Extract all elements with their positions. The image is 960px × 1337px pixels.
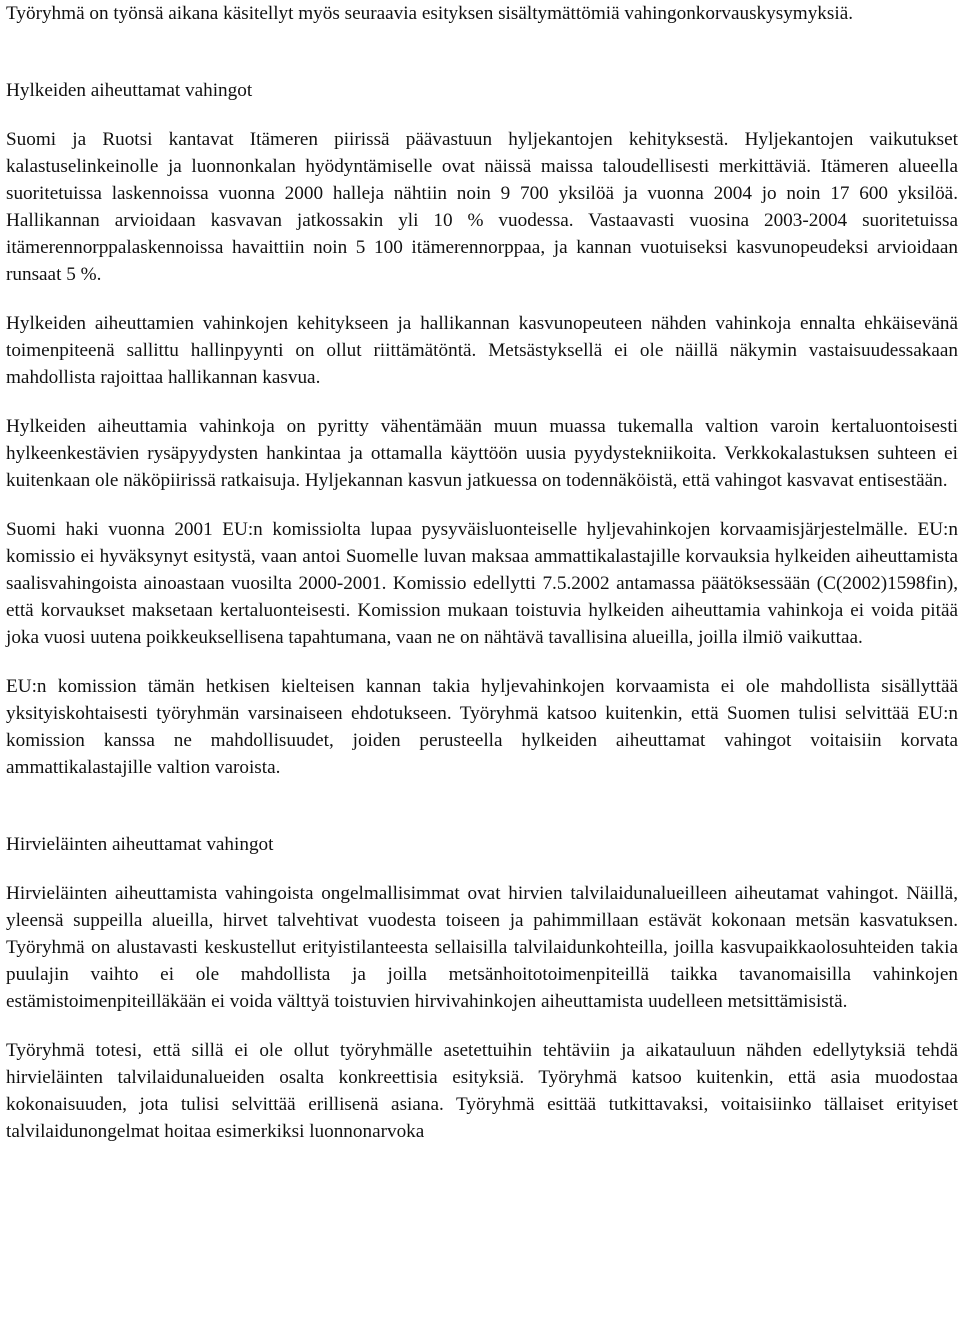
cervid-paragraph-2: Työryhmä totesi, että sillä ei ole ollut työryhmälle asetettuihin tehtäviin ja aikatauluun nähden edellytyksiä tehdä hirvieläinten talvilaidunalueiden osalta konkreettisia esityksiä. Työryhmä katsoo kuitenkin, että asia muodostaa kokonaisuuden, jota tulisi selvittää erillisenä asiana. Työryhmä esittää tutkittavaksi, voitaisiinko tällaiset erityiset talvilaidunongelmat hoitaa esimerkiksi luonnonarvoka	[6, 1040, 958, 1142]
seal-paragraph-3: Hylkeiden aiheuttamia vahinkoja on pyritty vähentämään muun muassa tukemalla valtion varoin kertaluontoisesti hylkeenkestävien rysäpyydysten hankintaa ja ottamalla käyttöön uusia pyydystekniikoita. Verkkokalastuksen suhteen ei kuitenkaan ole näköpiirissä ratkaisuja. Hyljekannan kasvun jatkuessa on todennäköistä, että vahingot kasvavat entisestään.	[6, 416, 958, 491]
seal-paragraph-2: Hylkeiden aiheuttamien vahinkojen kehitykseen ja hallikannan kasvunopeuteen nähden vahinkoja ennalta ehkäisevänä toimenpiteenä sallittu hallinpyynti on ollut riittämätöntä. Metsästyksellä ei ole näillä näkymin vastaisuudessakaan mahdollista rajoittaa hallikannan kasvua.	[6, 313, 958, 388]
seal-paragraph-4: Suomi haki vuonna 2001 EU:n komissiolta lupaa pysyväisluonteiselle hyljevahinkojen korvaamisjärjestelmälle. EU:n komissio ei hyväksynyt esitystä, vaan antoi Suomelle luvan maksaa ammattikalastajille korvauksia hylkeiden aiheuttamista saalisvahingoista ainoastaan vuosilta 2000-2001. Komissio edellytti 7.5.2002 antamassa päätöksessään (C(2002)1598fin), että korvaukset maksetaan kertaluonteisesti. Komission mukaan toistuvia hylkeiden aiheuttamia vahinkoja ei voida pitää joka vuosi uutena poikkeuksellisena tapahtumana, vaan ne on nähtävä tavallisina alueilla, joilla ilmiö vaikuttaa.	[6, 519, 958, 648]
document-page	[6, 0, 958, 1145]
intro-paragraph: Työryhmä on työnsä aikana käsitellyt myös seuraavia esityksen sisältymättömiä vahingonkorvauskysymyksiä.	[6, 3, 854, 24]
section-heading-seals: Hylkeiden aiheuttamat vahingot	[6, 80, 253, 101]
seal-paragraph-1: Suomi ja Ruotsi kantavat Itämeren piirissä päävastuun hyljekantojen kehityksestä. Hyljekantojen vaikutukset kalastuselinkeinolle ja luonnonkalan hyödyntämiselle ovat näissä maissa taloudellisesti merkittäviä. Itämeren alueella suoritetuissa laskennoissa vuonna 2000 halleja nähtiin noin 9 700 yksilöä ja vuonna 2004 jo noin 17 600 yksilöä. Hallikannan arvioidaan kasvavan jatkossakin yli 10 % vuodessa. Vastaavasti vuosina 2003-2004 suoritetuissa itämerennorppalaskennoissa havaittiin noin 5 100 itämerennorppaa, ja kannan vuotuiseksi kasvunopeudeksi arvioidaan runsaat 5 %.	[6, 129, 958, 285]
seal-paragraph-5: EU:n komission tämän hetkisen kielteisen kannan takia hyljevahinkojen korvaamista ei ole mahdollista sisällyttää yksityiskohtaisesti työryhmän varsinaiseen ehdotukseen. Työryhmä katsoo kuitenkin, että Suomen tulisi selvittää EU:n komission kanssa ne mahdollisuudet, joiden perusteella hylkeiden aiheuttamat vahingot voitaisiin korvata ammattikalastajille valtion varoista.	[6, 676, 958, 778]
cervid-paragraph-1: Hirvieläinten aiheuttamista vahingoista ongelmallisimmat ovat hirvien talvilaidunalueilleen aiheutamat vahingot. Näillä, yleensä suppeilla alueilla, hirvet talvehtivat vuodesta toiseen ja pahimmillaan estävät kokonaan metsän kasvatuksen. Työryhmä on alustavasti keskustellut erityistilanteesta sellaisilla talvilaidunkohteilla, joilla kasvupaikkaolosuhteiden takia puulajin vaihto ei ole mahdollista ja joilla metsänhoitotoimenpiteillä taikka tavanomaisilla vahinkojen estämistoimenpiteilläkään ei voida välttyä toistuvien hirvivahinkojen aiheuttamista uudelleen metsittämisistä.	[6, 883, 958, 1012]
section-heading-cervids: Hirvieläinten aiheuttamat vahingot	[6, 834, 274, 855]
